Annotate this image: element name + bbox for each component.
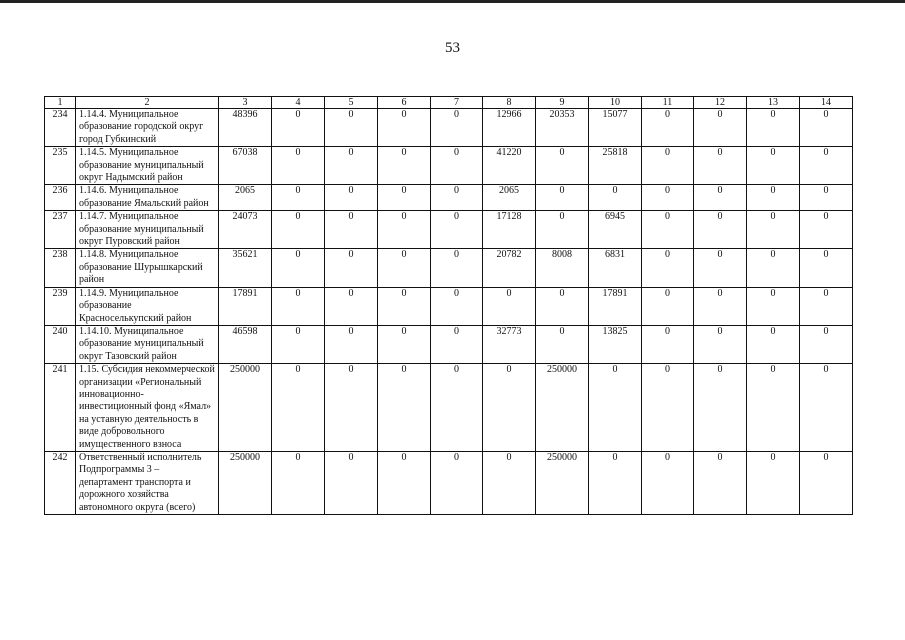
value-cell: 2065 [483,185,536,211]
column-header: 8 [483,97,536,109]
table-row [45,147,853,185]
value-cell: 8008 [536,249,589,287]
row-number-cell: 235 [45,147,76,185]
value-cell: 250000 [536,451,589,514]
value-cell: 0 [431,249,483,287]
value-cell: 0 [800,211,853,249]
value-cell: 0 [378,364,431,452]
value-cell: 0 [800,287,853,325]
row-name-cell: 1.14.8. Муниципальное образование Шурышкарский район [76,249,219,287]
value-cell: 0 [378,287,431,325]
value-cell: 0 [325,185,378,211]
value-cell: 0 [378,109,431,147]
row-name-cell: 1.14.7. Муниципальное образование муниципальный округ Пуровский район [76,211,219,249]
column-header: 2 [76,97,219,109]
value-cell: 0 [431,147,483,185]
value-cell: 0 [694,109,747,147]
value-cell: 12966 [483,109,536,147]
value-cell: 67038 [219,147,272,185]
row-name-cell: Ответственный исполнитель Подпрограммы 3 – департамент транспорта и дорожного хозяйства автономного округа (всего) [76,451,219,514]
value-cell: 0 [378,147,431,185]
value-cell: 0 [536,325,589,363]
value-cell: 0 [272,451,325,514]
value-cell: 0 [642,287,694,325]
value-cell: 0 [694,364,747,452]
value-cell: 0 [325,325,378,363]
value-cell: 0 [483,287,536,325]
value-cell: 0 [378,451,431,514]
table-row [45,325,853,363]
value-cell: 0 [272,109,325,147]
value-cell: 0 [378,249,431,287]
value-cell: 0 [642,185,694,211]
value-cell: 6945 [589,211,642,249]
column-header: 4 [272,97,325,109]
value-cell: 250000 [536,364,589,452]
value-cell: 0 [642,109,694,147]
value-cell: 0 [747,185,800,211]
value-cell: 0 [747,249,800,287]
row-name-cell: 1.14.5. Муниципальное образование муниципальный округ Надымский район [76,147,219,185]
value-cell: 0 [272,147,325,185]
row-name-cell: 1.14.6. Муниципальное образование Ямальский район [76,185,219,211]
value-cell: 0 [747,147,800,185]
table-row [45,364,853,452]
table-row [45,211,853,249]
value-cell: 0 [325,211,378,249]
row-name-cell: 1.15. Субсидия некоммерческой организации «Региональный инновационно-инвестиционный фонд «Ямал» на уставную деятельность в виде добровольного имущественного взноса [76,364,219,452]
column-header: 1 [45,97,76,109]
table-body [45,109,853,515]
row-number-cell: 240 [45,325,76,363]
table-row [45,185,853,211]
row-number-cell: 239 [45,287,76,325]
value-cell: 0 [747,325,800,363]
value-cell: 0 [747,451,800,514]
value-cell: 0 [272,325,325,363]
column-header: 7 [431,97,483,109]
value-cell: 0 [431,109,483,147]
value-cell: 0 [642,325,694,363]
budget-table [44,96,853,515]
value-cell: 0 [272,211,325,249]
value-cell: 24073 [219,211,272,249]
row-name-cell: 1.14.4. Муниципальное образование городской округ город Губкинский [76,109,219,147]
value-cell: 0 [378,185,431,211]
value-cell: 2065 [219,185,272,211]
column-header: 13 [747,97,800,109]
value-cell: 17891 [589,287,642,325]
value-cell: 0 [325,451,378,514]
column-header: 5 [325,97,378,109]
row-number-cell: 238 [45,249,76,287]
value-cell: 0 [800,109,853,147]
value-cell: 0 [325,364,378,452]
value-cell: 0 [747,364,800,452]
value-cell: 0 [694,451,747,514]
value-cell: 0 [536,211,589,249]
value-cell: 0 [536,287,589,325]
row-number-cell: 237 [45,211,76,249]
table-row [45,109,853,147]
value-cell: 0 [378,325,431,363]
row-number-cell: 234 [45,109,76,147]
value-cell: 0 [431,185,483,211]
value-cell: 0 [272,364,325,452]
value-cell: 0 [589,451,642,514]
value-cell: 0 [642,451,694,514]
page-number: 53 [445,40,460,56]
value-cell: 0 [272,249,325,287]
value-cell: 48396 [219,109,272,147]
value-cell: 0 [325,287,378,325]
value-cell: 0 [694,325,747,363]
value-cell: 0 [694,147,747,185]
value-cell: 250000 [219,364,272,452]
value-cell: 0 [800,249,853,287]
value-cell: 0 [800,325,853,363]
value-cell: 46598 [219,325,272,363]
value-cell: 0 [378,211,431,249]
value-cell: 35621 [219,249,272,287]
value-cell: 0 [694,287,747,325]
value-cell: 0 [747,287,800,325]
value-cell: 0 [431,287,483,325]
value-cell: 0 [589,185,642,211]
row-number-cell: 241 [45,364,76,452]
value-cell: 32773 [483,325,536,363]
value-cell: 0 [589,364,642,452]
value-cell: 0 [800,451,853,514]
column-header: 3 [219,97,272,109]
column-header: 11 [642,97,694,109]
value-cell: 0 [642,147,694,185]
value-cell: 0 [642,249,694,287]
value-cell: 0 [272,185,325,211]
value-cell: 17891 [219,287,272,325]
value-cell: 0 [642,211,694,249]
value-cell: 0 [800,364,853,452]
table-row [45,451,853,514]
value-cell: 6831 [589,249,642,287]
column-header: 10 [589,97,642,109]
value-cell: 0 [272,287,325,325]
value-cell: 0 [694,185,747,211]
value-cell: 0 [747,109,800,147]
header-row [45,97,853,109]
value-cell: 0 [536,147,589,185]
value-cell: 0 [483,364,536,452]
value-cell: 15077 [589,109,642,147]
table-row [45,287,853,325]
column-header: 12 [694,97,747,109]
value-cell: 0 [431,325,483,363]
value-cell: 17128 [483,211,536,249]
value-cell: 0 [536,185,589,211]
value-cell: 0 [325,147,378,185]
column-header: 9 [536,97,589,109]
column-header: 14 [800,97,853,109]
value-cell: 0 [694,211,747,249]
value-cell: 0 [800,147,853,185]
value-cell: 20353 [536,109,589,147]
value-cell: 0 [325,249,378,287]
row-number-cell: 242 [45,451,76,514]
value-cell: 13825 [589,325,642,363]
value-cell: 0 [800,185,853,211]
value-cell: 25818 [589,147,642,185]
value-cell: 41220 [483,147,536,185]
value-cell: 0 [431,451,483,514]
value-cell: 250000 [219,451,272,514]
row-number-cell: 236 [45,185,76,211]
value-cell: 20782 [483,249,536,287]
row-name-cell: 1.14.9. Муниципальное образование Красноселькупский район [76,287,219,325]
column-header: 6 [378,97,431,109]
table-row [45,249,853,287]
value-cell: 0 [431,211,483,249]
value-cell: 0 [483,451,536,514]
value-cell: 0 [642,364,694,452]
value-cell: 0 [694,249,747,287]
row-name-cell: 1.14.10. Муниципальное образование муниципальный округ Тазовский район [76,325,219,363]
value-cell: 0 [325,109,378,147]
value-cell: 0 [747,211,800,249]
page-top-edge [0,0,905,3]
value-cell: 0 [431,364,483,452]
